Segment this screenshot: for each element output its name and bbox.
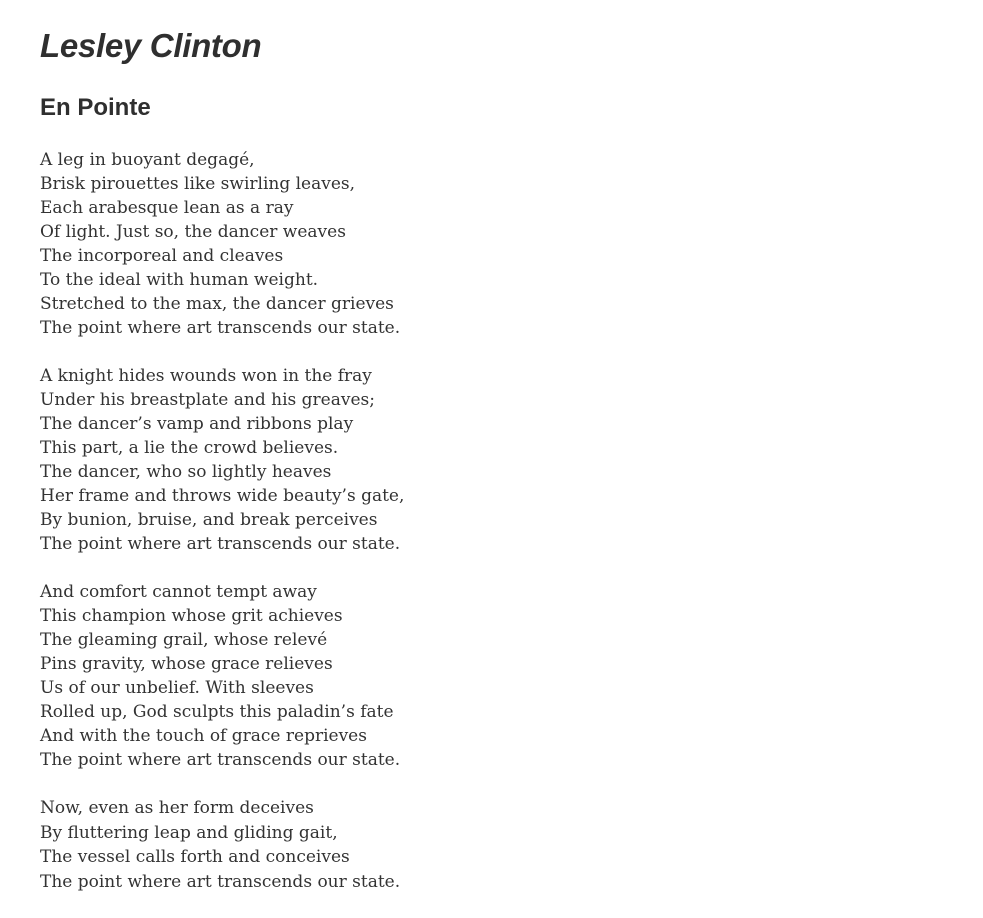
- poem-line: The vessel calls forth and conceives: [40, 847, 350, 867]
- poem-line: Of light. Just so, the dancer weaves: [40, 222, 346, 242]
- poem-line: The dancer’s vamp and ribbons play: [40, 414, 354, 434]
- poem-line: The gleaming grail, whose relevé: [40, 630, 328, 650]
- poem-line: The point where art transcends our state.: [40, 318, 401, 338]
- stanza-3: [40, 580, 640, 772]
- poem-line: Pins gravity, whose grace relieves: [40, 654, 333, 674]
- stanza-1: [40, 148, 640, 340]
- poem-line: A leg in buoyant degagé,: [40, 150, 255, 170]
- poem-line: This champion whose grit achieves: [40, 606, 343, 626]
- poem-line: Her frame and throws wide beauty’s gate,: [40, 486, 405, 506]
- poem-line: This part, a lie the crowd believes.: [40, 438, 339, 458]
- poem-line: The point where art transcends our state.: [40, 871, 401, 892]
- poem-line: The incorporeal and cleaves: [40, 246, 284, 266]
- poem-line: The point where art transcends our state.: [40, 534, 401, 554]
- poem-title: En Pointe: [40, 94, 151, 121]
- poem-line: The dancer, who so lightly heaves: [40, 462, 332, 482]
- poem-line: A knight hides wounds won in the fray: [40, 366, 372, 386]
- author-name: Lesley Clinton: [40, 27, 262, 64]
- poem-line: Brisk pirouettes like swirling leaves,: [40, 174, 356, 194]
- poem-line: By fluttering leap and gliding gait,: [40, 822, 338, 843]
- poem-line: Us of our unbelief. With sleeves: [40, 678, 314, 698]
- poem-line: Each arabesque lean as a ray: [40, 198, 294, 218]
- poem-line: Stretched to the max, the dancer grieves: [40, 294, 394, 314]
- poem-line: Under his breastplate and his greaves;: [40, 390, 375, 410]
- poem-line: Rolled up, God sculpts this paladin’s fate: [40, 702, 394, 722]
- stanza-2: [40, 364, 640, 556]
- stanza-4: [40, 796, 640, 894]
- poem-line: The point where art transcends our state.: [40, 750, 401, 770]
- poem-line: And with the touch of grace reprieves: [40, 726, 367, 746]
- poem-line: To the ideal with human weight.: [40, 270, 319, 290]
- poem-line: By bunion, bruise, and break perceives: [40, 510, 378, 530]
- poem-body: [40, 148, 640, 918]
- poem-line: Now, even as her form deceives: [40, 798, 314, 818]
- poem-line: And comfort cannot tempt away: [40, 582, 317, 602]
